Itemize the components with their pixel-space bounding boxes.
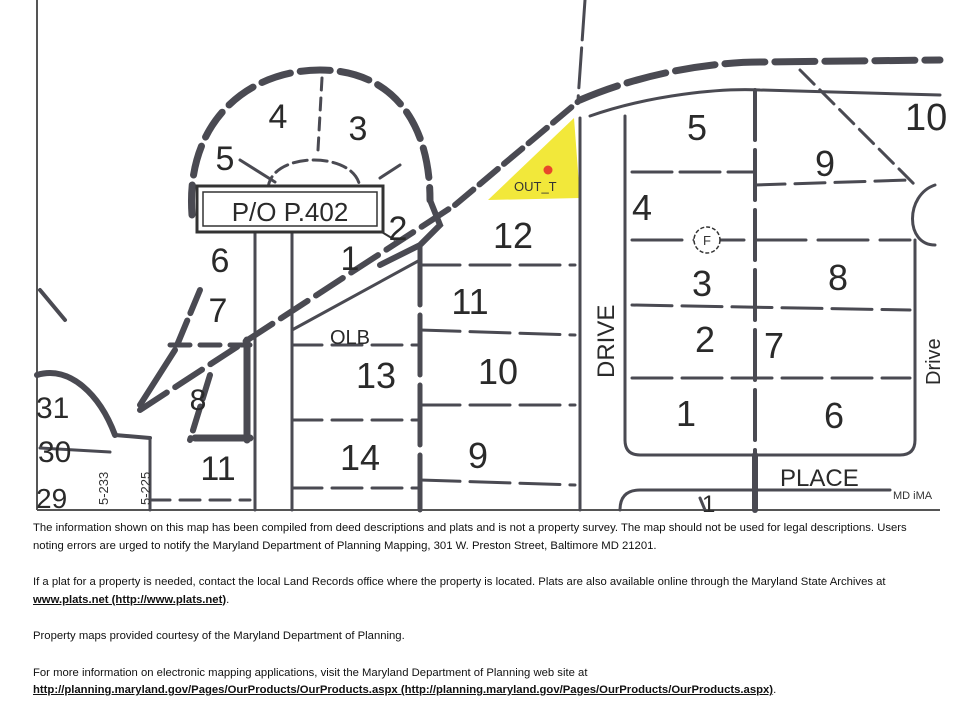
parcel-lines bbox=[37, 0, 940, 510]
lot-number: 12 bbox=[492, 215, 534, 256]
lot-number: 3 bbox=[348, 110, 368, 148]
lot-number: 8 bbox=[827, 257, 849, 298]
lot-number: 8 bbox=[189, 384, 207, 417]
courtesy-paragraph: Property maps provided courtesy of the Maryland Department of Planning. bbox=[33, 630, 405, 642]
street-label-place: PLACE bbox=[780, 465, 859, 492]
more-info-text: For more information on electronic mapping applications, visit the Maryland Department of Planning web site at bbox=[33, 666, 588, 679]
lot-number: 7 bbox=[208, 292, 228, 330]
lot-number: 1 bbox=[340, 240, 360, 278]
lot-number: 29 bbox=[36, 483, 68, 514]
parcel-code-olb: OLB bbox=[330, 327, 371, 349]
parcel-code-5-233: 5-233 bbox=[96, 471, 111, 505]
lot-number: 4 bbox=[268, 98, 288, 136]
street-label-drive-right: Drive bbox=[923, 338, 945, 385]
lot-number: 10 bbox=[477, 351, 519, 392]
lot-number: 11 bbox=[200, 450, 236, 488]
lot-number: 13 bbox=[355, 355, 397, 396]
more-info-end: . bbox=[773, 684, 777, 696]
more-info-paragraph bbox=[33, 665, 933, 700]
lot-number: 30 bbox=[38, 436, 72, 469]
lot-number: 5 bbox=[686, 107, 708, 148]
planning-link[interactable]: http://planning.maryland.gov/Pages/OurProducts/OurProducts.aspx (http://planning.maryland.gov/Pages/OurProducts/OurProducts.aspx) bbox=[33, 684, 774, 696]
lot-number: 7 bbox=[763, 325, 785, 366]
lot-number: 31 bbox=[36, 392, 70, 425]
lot-number: 3 bbox=[691, 263, 713, 304]
lot-number: 1 bbox=[702, 491, 716, 515]
lot-number: 11 bbox=[451, 281, 489, 322]
plats-end: . bbox=[226, 593, 230, 606]
lot-number: 5 bbox=[215, 140, 235, 178]
lot-number: 2 bbox=[388, 210, 408, 248]
lot-number: 9 bbox=[814, 143, 836, 184]
parcel-code-5-225: 5-225 bbox=[138, 471, 153, 505]
disclaimer-paragraph: The information shown on this map has been compiled from deed descriptions and plats and is not a property survey. The map should not be used for legal descriptions. Users noting errors are urged to notify the Maryland Department of Planning Mapping, 301 W. Preston Street, Baltimore MD 21201. bbox=[33, 522, 907, 552]
lot-number: 9 bbox=[467, 435, 489, 476]
hydrant-label: F bbox=[703, 233, 711, 248]
outlot-label: OUT_T bbox=[514, 179, 557, 194]
plats-text: If a plat for a property is needed, contact the local Land Records office where the property is located. Plats are also available online through the Maryland State Archives at bbox=[33, 576, 886, 588]
plats-link[interactable]: www.plats.net (http://www.plats.net) bbox=[33, 593, 227, 606]
lot-number: 2 bbox=[694, 319, 716, 360]
plats-paragraph bbox=[33, 574, 933, 609]
lot-number: 4 bbox=[631, 187, 653, 228]
lot-number: 14 bbox=[339, 437, 381, 478]
plat-reference-label: P/O P.402 bbox=[231, 197, 349, 227]
street-label-drive: DRIVE bbox=[593, 304, 620, 378]
corner-tag: MD iMA bbox=[893, 490, 933, 502]
lot-number: 6 bbox=[210, 242, 230, 280]
property-marker-icon[interactable] bbox=[544, 166, 553, 175]
map-disclaimer bbox=[33, 520, 933, 719]
lot-number: 10 bbox=[905, 97, 948, 139]
lot-number: 1 bbox=[675, 393, 697, 434]
lot-number: 6 bbox=[823, 395, 845, 436]
